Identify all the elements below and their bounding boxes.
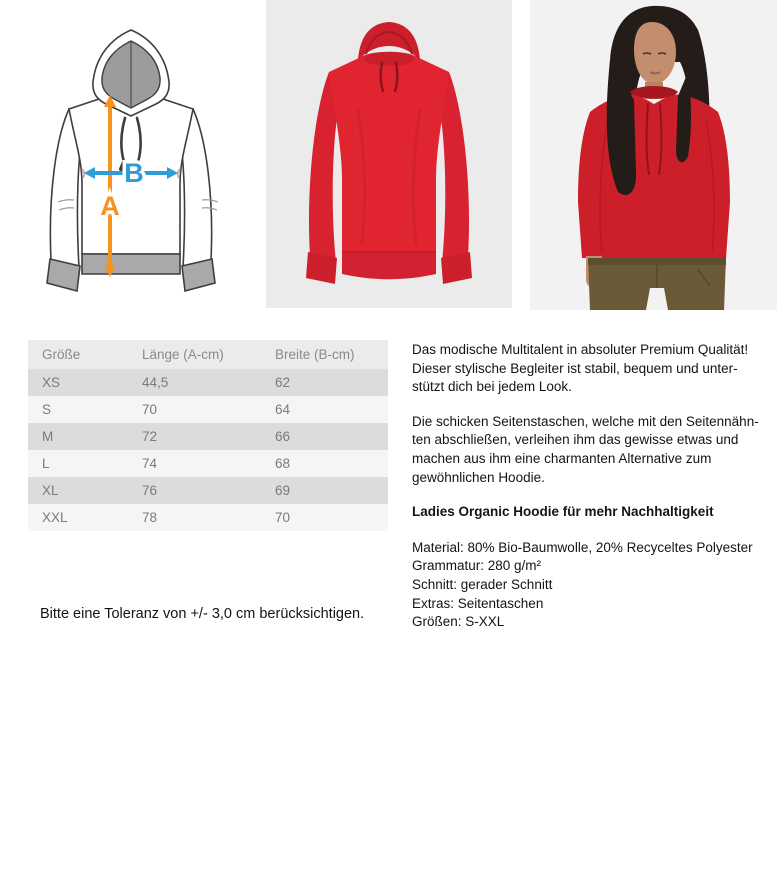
label-a: A: [100, 191, 120, 221]
column-header-width: Breite (B-cm): [261, 340, 388, 369]
size-cell: XL: [28, 477, 128, 504]
spec-grammatur: Grammatur: 280 g/m²: [412, 558, 542, 574]
product-description: [412, 341, 760, 632]
column-header-length: Länge (A-cm): [128, 340, 261, 369]
flat-waistband: [342, 252, 436, 279]
tolerance-note: Bitte eine Toleranz von +/- 3,0 cm berücksichtigen.: [40, 606, 365, 622]
description-line: gewöhnlichen Hoodie.: [412, 469, 545, 485]
waistband: [82, 254, 180, 274]
length-cell: 78: [128, 504, 261, 531]
description-line: Dieser stylische Begleiter ist stabil, bequem und unter-: [412, 360, 738, 376]
table-row-xs: [28, 369, 388, 396]
length-cell: 72: [128, 423, 261, 450]
sustainability-heading: Ladies Organic Hoodie für mehr Nachhaltigkeit: [412, 504, 714, 520]
width-cell: 70: [261, 504, 388, 531]
table-row-xxl: [28, 504, 388, 531]
flat-neck-shadow: [364, 52, 414, 66]
length-cell: 76: [128, 477, 261, 504]
model-illustration: [530, 0, 777, 310]
width-cell: 69: [261, 477, 388, 504]
size-measurement-diagram: [28, 10, 248, 310]
model-pants-waist: [588, 258, 726, 265]
size-chart-header-row: [28, 340, 388, 369]
description-line: Das modische Multitalent in absoluter Premium Qualität!: [412, 342, 749, 357]
width-cell: 66: [261, 423, 388, 450]
label-b: B: [124, 158, 144, 188]
flat-body: [329, 52, 449, 258]
size-cell: S: [28, 396, 128, 423]
model-wearing-hoodie-photo: [530, 0, 777, 310]
size-chart-table: [28, 340, 388, 531]
table-row-l: [28, 450, 388, 477]
size-cell: M: [28, 423, 128, 450]
red-hoodie-flat-photo: [266, 0, 512, 308]
width-cell: 64: [261, 396, 388, 423]
hoodie-line-drawing: [28, 10, 248, 310]
length-cell: 74: [128, 450, 261, 477]
length-cell: 70: [128, 396, 261, 423]
width-cell: 62: [261, 369, 388, 396]
size-cell: XS: [28, 369, 128, 396]
length-cell: 44,5: [128, 369, 261, 396]
table-row-s: [28, 396, 388, 423]
size-cell: L: [28, 450, 128, 477]
size-cell: XXL: [28, 504, 128, 531]
description-paragraph-1: [412, 341, 760, 397]
spec-extras: Extras: Seitentaschen: [412, 595, 544, 611]
table-row-xl: [28, 477, 388, 504]
spec-schnitt: Schnitt: gerader Schnitt: [412, 576, 553, 592]
description-line: machen aus ihm eine charmanten Alternative zum: [412, 450, 712, 466]
description-paragraph-2: [412, 413, 760, 487]
description-line: stützt dich bei jedem Look.: [412, 379, 572, 395]
width-cell: 68: [261, 450, 388, 477]
spec-groessen: Größen: S-XXL: [412, 614, 505, 630]
product-specs: [412, 539, 760, 632]
table-row-m: [28, 423, 388, 450]
column-header-size: Größe: [28, 340, 128, 369]
description-line: ten abschließen, verleihen ihm das gewisse etwas und: [412, 432, 739, 448]
description-line: Die schicken Seitenstaschen, welche mit den Seitennähn-: [412, 413, 759, 429]
flat-hoodie-illustration: [266, 0, 512, 308]
spec-material: Material: 80% Bio-Baumwolle, 20% Recyceltes Polyester: [412, 539, 753, 555]
